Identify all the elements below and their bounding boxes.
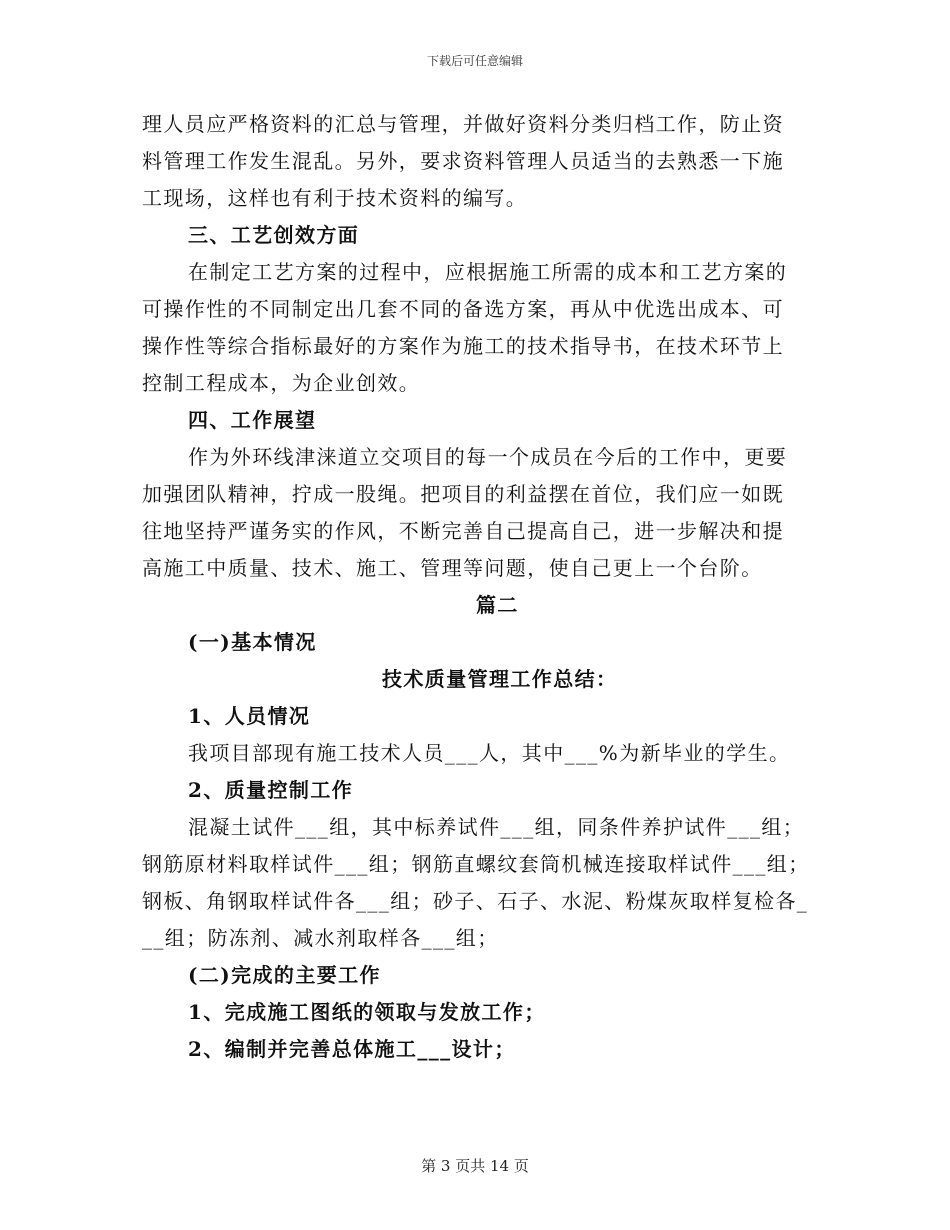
paragraph-line: 料管理工作发生混乱。另外，要求资料管理人员适当的去熟悉一下施: [142, 149, 784, 173]
paragraph-line: 作为外环线津涞道立交项目的每一个成员在今后的工作中，更要: [188, 445, 788, 469]
subsection-heading: 2、质量控制工作: [188, 778, 354, 802]
paragraph-line: 控制工程成本，为企业创效。: [142, 371, 421, 395]
section-heading: (二)完成的主要工作: [188, 963, 381, 987]
paragraph-line: 在制定工艺方案的过程中，应根据施工所需的成本和工艺方案的: [188, 260, 788, 284]
paragraph-line: 往地坚持严谨务实的作风，不断完善自己提高自己，进一步解决和提: [142, 519, 784, 543]
paragraph-line: 混凝土试件___组，其中标养试件___组，同条件养护试件___组；: [188, 815, 805, 839]
paragraph-line: 可操作性的不同制定出几套不同的备选方案，再从中优选出成本、可: [142, 297, 784, 321]
paragraph-line: 我项目部现有施工技术人员___人，其中___%为新毕业的学生。: [188, 741, 791, 765]
section-heading: (一)基本情况: [188, 630, 317, 654]
paragraph-line: 加强团队精神，拧成一股绳。把项目的利益摆在首位，我们应一如既: [142, 482, 784, 506]
paragraph-line: 钢筋原材料取样试件___组；钢筋直螺纹套筒机械连接取样试件___组；: [142, 852, 810, 876]
document-body: [142, 106, 810, 1068]
section-heading: 三、工艺创效方面: [188, 223, 360, 247]
paragraph-line: 工现场，这样也有利于技术资料的编写。: [142, 186, 528, 210]
summary-title: 技术质量管理工作总结：: [382, 667, 618, 691]
paragraph-line: 理人员应严格资料的汇总与管理，并做好资料分类归档工作，防止资: [142, 112, 784, 136]
paragraph-line: 高施工中质量、技术、施工、管理等问题，使自己更上一个台阶。: [142, 556, 763, 580]
paragraph-line: 钢板、角钢取样试件各___组；砂子、石子、水泥、粉煤灰取样复检各_: [142, 889, 809, 913]
page-header: 下载后可任意编辑: [426, 54, 523, 68]
part-title: 篇二: [476, 593, 519, 617]
list-item: 2、编制并完善总体施工___设计；: [188, 1037, 516, 1061]
paragraph-line: 操作性等综合指标最好的方案作为施工的技术指导书，在技术环节上: [142, 334, 784, 358]
section-heading: 四、工作展望: [188, 408, 317, 432]
list-item: 1、完成施工图纸的领取与发放工作；: [188, 1000, 546, 1024]
page-footer: 第 3 页共 14 页: [421, 1157, 529, 1175]
subsection-heading: 1、人员情况: [188, 704, 311, 728]
paragraph-line: __组；防冻剂、减水剂取样各___组；: [142, 926, 499, 950]
